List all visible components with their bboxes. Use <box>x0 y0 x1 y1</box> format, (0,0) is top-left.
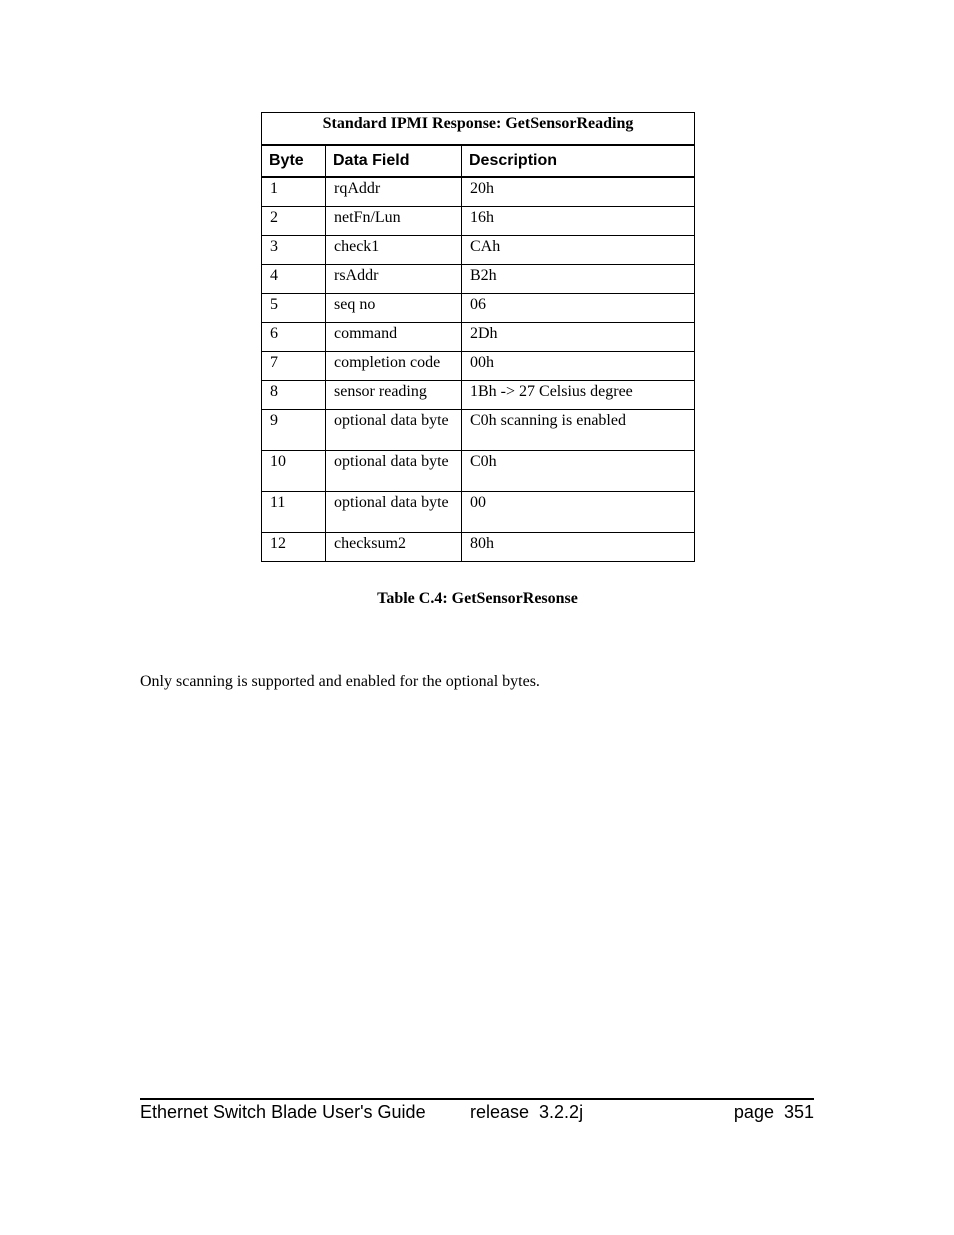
table-title: Standard IPMI Response: GetSensorReading <box>262 113 695 146</box>
table-row <box>262 492 695 533</box>
cell-byte: 10 <box>262 451 326 492</box>
cell-description: 00 <box>462 492 695 533</box>
column-header-description: Description <box>462 145 695 177</box>
cell-field: optional data byte <box>326 410 462 451</box>
cell-byte: 8 <box>262 381 326 410</box>
cell-description: 80h <box>462 533 695 562</box>
cell-field: optional data byte <box>326 451 462 492</box>
cell-description: 2Dh <box>462 323 695 352</box>
cell-byte: 7 <box>262 352 326 381</box>
table-row <box>262 265 695 294</box>
table-row <box>262 410 695 451</box>
cell-byte: 9 <box>262 410 326 451</box>
cell-description: 16h <box>462 207 695 236</box>
cell-description: C0h scanning is enabled <box>462 410 695 451</box>
cell-byte: 3 <box>262 236 326 265</box>
footer-page-number: page 351 <box>733 1102 814 1122</box>
footer-document-title: Ethernet Switch Blade User's Guide <box>140 1102 426 1122</box>
cell-field: sensor reading <box>326 381 462 410</box>
cell-field: rqAddr <box>326 177 462 207</box>
cell-byte: 12 <box>262 533 326 562</box>
cell-description: C0h <box>462 451 695 492</box>
table-row <box>262 294 695 323</box>
table-row <box>262 207 695 236</box>
body-paragraph: Only scanning is supported and enabled for the optional bytes. <box>140 673 540 690</box>
cell-description: CAh <box>462 236 695 265</box>
ipmi-response-table <box>261 112 695 562</box>
column-header-byte: Byte <box>262 145 326 177</box>
cell-description: 06 <box>462 294 695 323</box>
cell-byte: 4 <box>262 265 326 294</box>
cell-byte: 5 <box>262 294 326 323</box>
footer-release: release 3.2.2j <box>470 1102 584 1122</box>
table-row <box>262 533 695 562</box>
cell-byte: 11 <box>262 492 326 533</box>
cell-description: 1Bh -> 27 Celsius degree <box>462 381 695 410</box>
table-row <box>262 177 695 207</box>
cell-field: checksum2 <box>326 533 462 562</box>
cell-field: netFn/Lun <box>326 207 462 236</box>
cell-field: check1 <box>326 236 462 265</box>
table-row <box>262 451 695 492</box>
cell-byte: 6 <box>262 323 326 352</box>
table-row <box>262 352 695 381</box>
cell-field: seq no <box>326 294 462 323</box>
cell-field: optional data byte <box>326 492 462 533</box>
table-row <box>262 323 695 352</box>
cell-field: completion code <box>326 352 462 381</box>
cell-description: B2h <box>462 265 695 294</box>
table-row <box>262 381 695 410</box>
page-footer <box>140 1098 814 1126</box>
cell-byte: 1 <box>262 177 326 207</box>
column-header-data-field: Data Field <box>326 145 462 177</box>
table-row <box>262 236 695 265</box>
cell-field: command <box>326 323 462 352</box>
cell-description: 20h <box>462 177 695 207</box>
table-body <box>262 177 695 562</box>
cell-byte: 2 <box>262 207 326 236</box>
table-caption: Table C.4: GetSensorResonse <box>377 590 578 607</box>
cell-description: 00h <box>462 352 695 381</box>
cell-field: rsAddr <box>326 265 462 294</box>
